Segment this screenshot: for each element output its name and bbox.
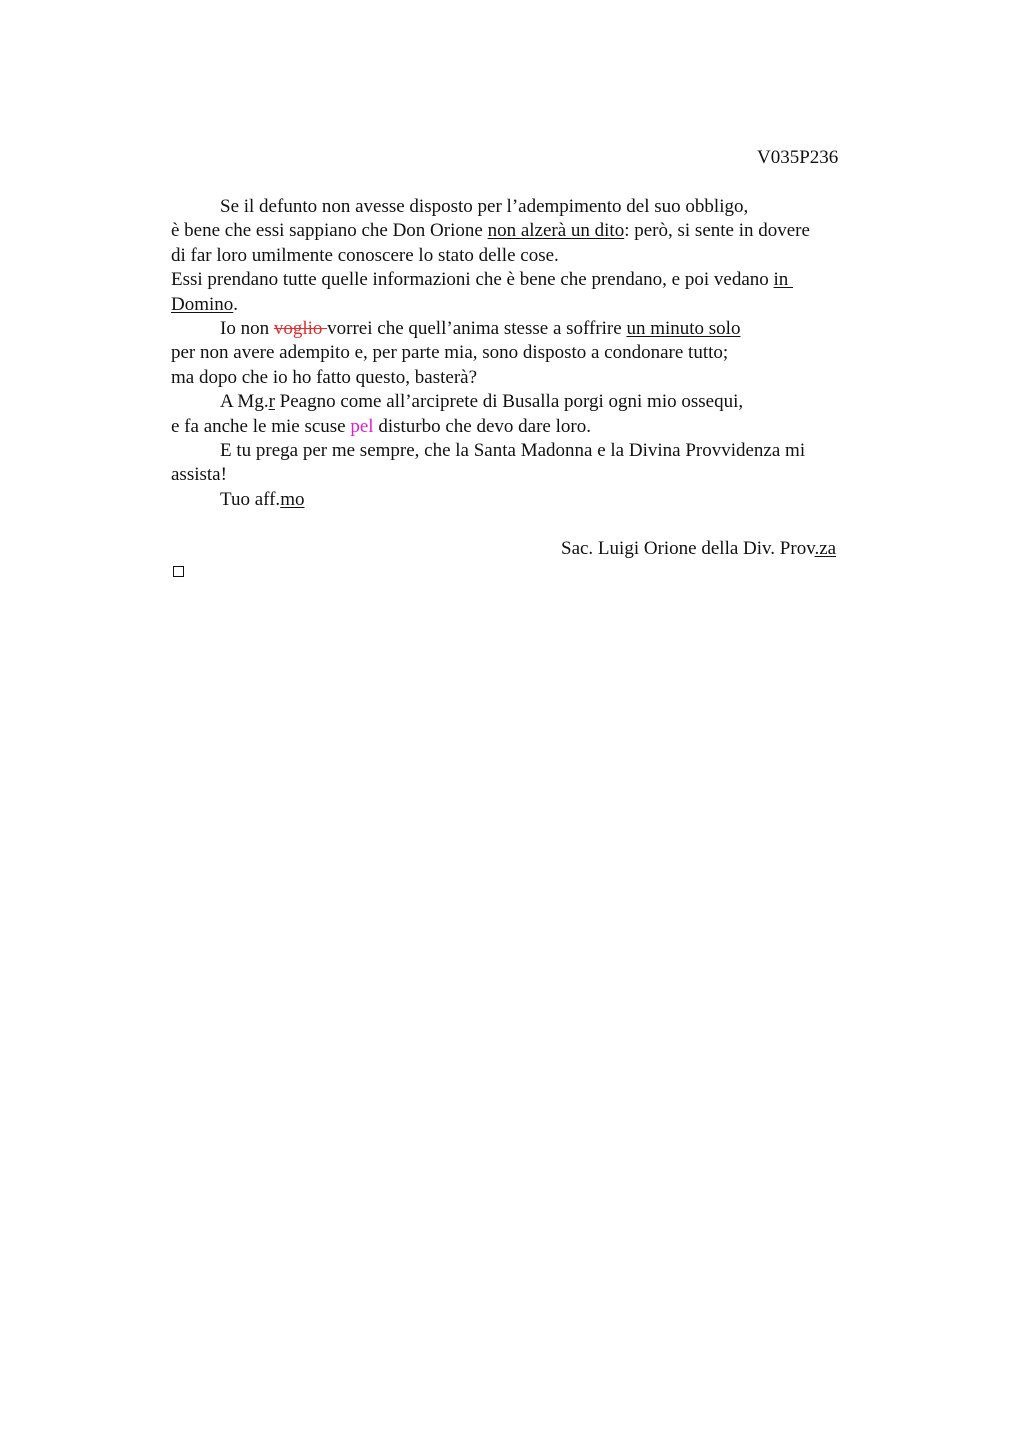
underlined-phrase: mo xyxy=(280,488,305,510)
inserted-word: pel xyxy=(350,415,374,437)
paragraph-1-line-4 xyxy=(171,268,871,292)
letter-body xyxy=(171,195,871,512)
text-span: Essi prendano tutte quelle informazioni che è bene che prendano, e poi vedano xyxy=(171,269,774,291)
underlined-phrase: .za xyxy=(814,538,837,559)
paragraph-1-line-5 xyxy=(171,293,871,317)
signature xyxy=(561,537,836,561)
paragraph-1-line-1 xyxy=(171,195,871,219)
deleted-word: voglio xyxy=(273,318,328,340)
text-span: . xyxy=(233,293,239,315)
underlined-phrase: un minuto solo xyxy=(626,318,741,340)
paragraph-2-line-3 xyxy=(171,366,871,390)
paragraph-3-line-2 xyxy=(171,415,871,439)
text-span: è bene che essi sappiano che Don Orione xyxy=(171,220,488,242)
text-span: Sac. Luigi Orione della Div. Prov xyxy=(561,538,815,559)
text-span: A Mg. xyxy=(220,391,269,413)
checkbox-icon xyxy=(173,566,184,577)
paragraph-1-line-3 xyxy=(171,244,871,268)
underlined-phrase: Domino xyxy=(171,293,234,315)
text-span: : però, si sente in dovere xyxy=(624,220,810,242)
text-span: assista! xyxy=(171,464,227,486)
text-span: di far loro umilmente conoscere lo stato delle cose. xyxy=(171,244,559,266)
text-span: ma dopo che io ho fatto questo, basterà? xyxy=(171,366,478,388)
text-span: per non avere adempito e, per parte mia, sono disposto a condonare tutto; xyxy=(171,342,729,364)
paragraph-2-line-2 xyxy=(171,341,871,365)
text-span: Tuo aff. xyxy=(220,488,281,510)
paragraph-2-line-1 xyxy=(171,317,871,341)
underlined-phrase: in xyxy=(773,269,794,291)
paragraph-1-line-2 xyxy=(171,219,871,243)
text-span: E tu prega per me sempre, che la Santa Madonna e la Divina Provvidenza mi xyxy=(220,440,806,462)
paragraph-4-line-1 xyxy=(171,439,871,463)
page-id: V035P236 xyxy=(757,147,839,168)
text-span: disturbo che devo dare loro. xyxy=(373,415,591,437)
underlined-phrase: r xyxy=(268,391,275,413)
paragraph-3-line-1 xyxy=(171,390,871,414)
text-span: vorrei che quell’anima stesse a soffrire xyxy=(327,318,627,340)
text-span: Peagno come all’arciprete di Busalla porgi ogni mio ossequi, xyxy=(274,391,744,413)
text-span: Se il defunto non avesse disposto per l’adempimento del suo obbligo, xyxy=(220,196,749,217)
text-span: Io non xyxy=(220,318,274,340)
closing-line xyxy=(171,488,871,512)
underlined-phrase: non alzerà un dito xyxy=(487,220,625,242)
paragraph-4-line-2 xyxy=(171,463,871,487)
text-span: e fa anche le mie scuse xyxy=(171,415,351,437)
